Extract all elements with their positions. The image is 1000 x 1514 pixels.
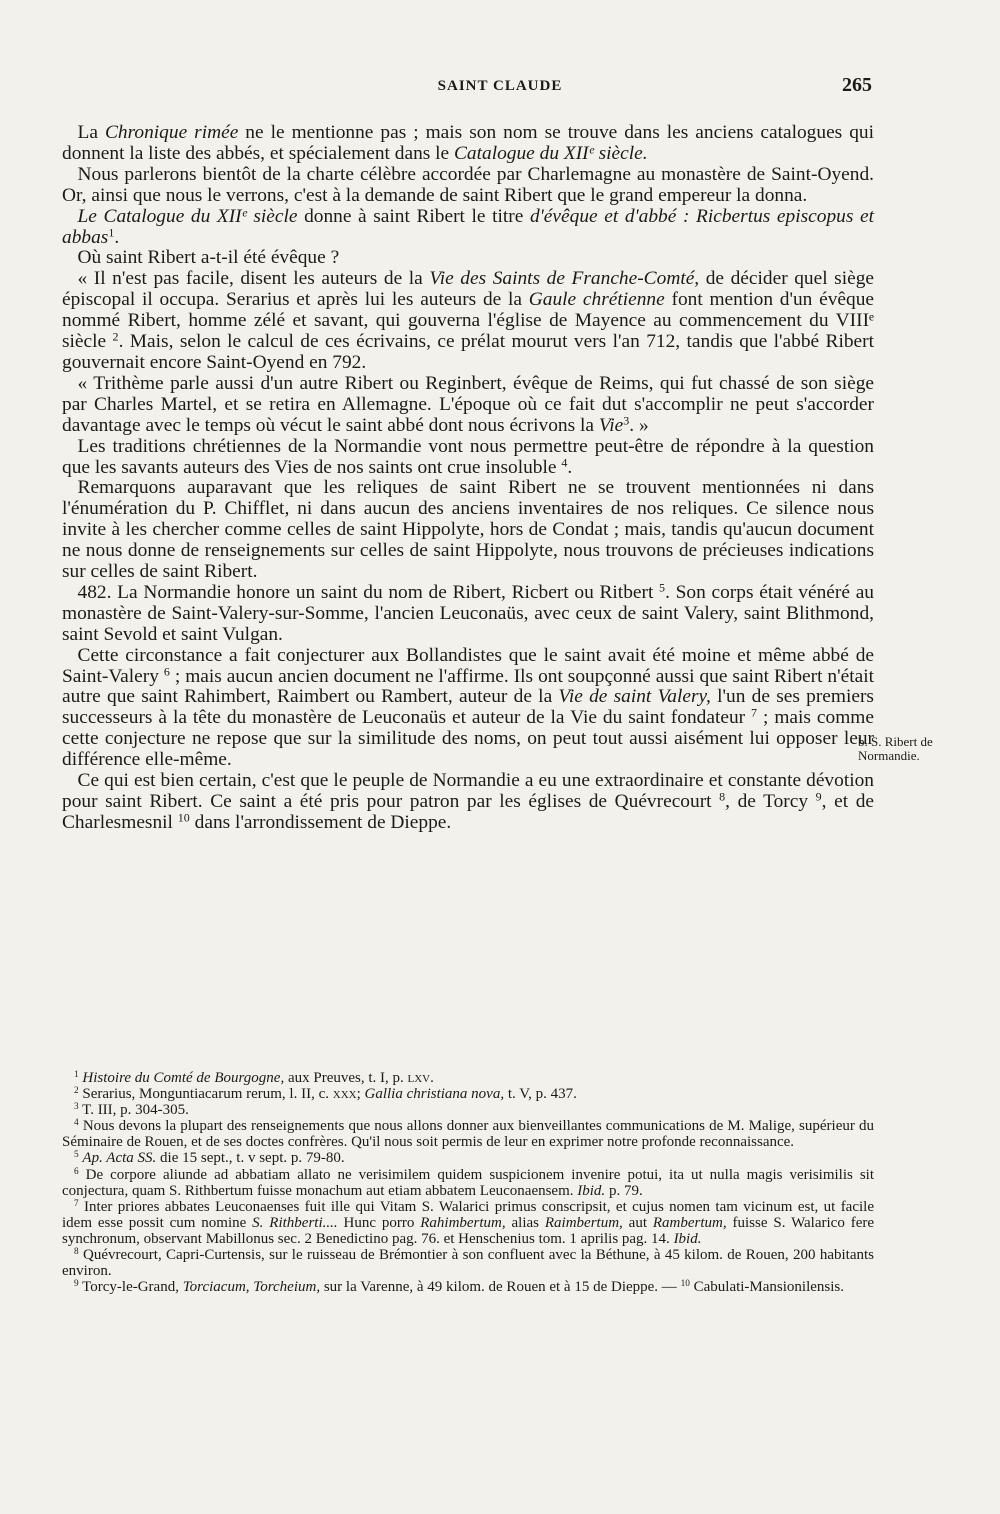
footnote: $^8$ Quévrecourt, Capri-Curtensis, sur le ruisseau de Brémontier à son confluent avec la Béthune, à 45 kilom. de Rouen, 200 habitants environ. (62, 1246, 875, 1280)
footnote-ref: 8 (719, 789, 726, 804)
paragraph: 482. La Normandie honore un saint du nom de Ribert, Ricbert ou Ritbert $^5$. Son corps était vénéré au monastère de Saint-Valery-sur-Somme, l'ancien Leuconaüs, avec ceux de saint Valery, saint Blithmond, saint Sevold et saint Vulgan. (62, 580, 874, 645)
footnote: $^4$ Nous devons la plupart des renseignements que nous allons donner aux bienveillantes communications de M. Malige, supérieur du Séminaire de Rouen, et de ses doctes confrères. Qu'il nous soit permis de leur en exprimer notre profonde reconnaissance. (62, 1118, 874, 1151)
paragraph: Le Catalogue du XIIᵉ siècle donne à saint Ribert le titre d'évêque et d'abbé : Ricbertus episcopus et abbas$^1$. (62, 205, 874, 248)
paragraph: « Il n'est pas facile, disent les auteurs de la Vie des Saints de Franche-Comté, de décider quel siège épiscopal il occupa. Serarius et après lui les auteurs de la Gaule chrétienne font mention d'un évêque nommé Ribert, homme zélé et savant, qui gouverna l'église de Mayence au commencement du VIIIᵉ siècle $^2$. Mais, selon le calcul de ces écrivains, ce prélat mourut vers l'an 712, tandis que l'abbé Ribert gouvernait encore Saint-Oyend en 792. (62, 268, 875, 373)
footnote: $^7$ Inter priores abbates Leuconaenses fuit ille qui Vitam S. Walarici primus conscripsit, et cujus nomen tam vicinum est, ut facile idem esse possit cum nomine S. Rithberti.... Hunc porro Rahimbertum, alias Raimbertum, aut Rambertum, fuisse S. Walarico fere synchronum, observant Mabillonus sec. 2 Benedictino pag. 76. et Henschenius tom. 1 aprilis pag. 14. Ibid. (62, 1198, 875, 1247)
footnote: $^5$ Ap. Acta SS. die 15 sept., t. v sept. p. 79-80. (74, 1150, 345, 1167)
body-text (62, 123, 874, 834)
footnote-ref: 7 (751, 705, 758, 720)
paragraph: Ce qui est bien certain, c'est que le peuple de Normandie a eu une extraordinaire et constante dévotion pour saint Ribert. Ce saint a été pris pour patron par les églises de Quévrecourt $^8$, de Torcy $^9$, et de Charlesmesnil $^{10}$ dans l'arrondissement de Dieppe. (62, 770, 874, 833)
footnote-ref: 9 (815, 789, 822, 804)
footnote-ref: 6 (163, 663, 170, 678)
paragraph: Où saint Ribert a-t-il été évêque ? (77, 247, 340, 269)
footnote: $^3$ T. III, p. 304-305. (74, 1102, 189, 1119)
footnote-ref: 2 (112, 329, 119, 344)
page-number: 265 (842, 74, 872, 96)
footnote: $^1$ Histoire du Comté de Bourgogne, aux Preuves, t. I, p. lxv. (74, 1069, 434, 1086)
paragraph: Cette circonstance a fait conjecturer aux Bollandistes que le saint avait été moine et même abbé de Saint-Valery $^6$ ; mais aucun ancien document ne l'affirme. Ils ont soupçonné aussi que saint Ribert n'était autre que saint Rahimbert, Raimbert ou Rambert, auteur de la Vie de saint Valery, l'un de ses premiers successeurs à la tête du monastère de Leuconaüs et auteur de la Vie du saint fondateur $^7$ ; mais comme cette conjecture ne repose que sur la similitude des noms, on peut tout aussi aisément lui opposer leur différence elle-même. (62, 644, 874, 771)
footnote-ref: 10 (177, 810, 190, 825)
footnote-ref: 1 (108, 224, 115, 239)
footnote-ref: 3 (623, 413, 630, 428)
footnote: $^2$ Serarius, Monguntiacarum rerum, l. II, c. xxx; Gallia christiana nova, t. V, p. 437. (74, 1085, 577, 1103)
footnote-ref: 5 (659, 580, 666, 595)
paragraph: Les traditions chrétiennes de la Normandie vont nous permettre peut-être de répondre à la question que les savants auteurs des Vies de nos saints ont crue insoluble $^4$. (62, 435, 874, 478)
margin-note: b. S. Ribert de Normandie. (858, 734, 933, 763)
footnote: $^9$ Torcy-le-Grand, Torciacum, Torcheium, sur la Varenne, à 49 kilom. de Rouen et à 15 de Dieppe. — $^{10}$ Cabulati-Mansionilensis. (74, 1279, 845, 1296)
paragraph: Remarquons auparavant que les reliques de saint Ribert ne se trouvent mentionnées ni dans l'énumération du P. Chifflet, ni dans aucun des anciens inventaires de nos reliques. Ce silence nous invite à les chercher comme celles de saint Hippolyte, hors de Condat ; mais, tandis qu'aucun document ne nous donne de renseignements sur celles de saint Hippolyte, nous trouvons de précieuses indications sur celles de saint Ribert. (62, 477, 874, 583)
paragraph: « Trithème parle aussi d'un autre Ribert ou Reginbert, évêque de Reims, qui fut chassé de son siège par Charles Martel, et se retira en Allemagne. L'époque où ce fait dut s'accomplir ne peut s'accorder davantage avec le temps où vécut le saint abbé dont nous écrivons la Vie$^3$. » (62, 372, 874, 436)
footnote: $^6$ De corpore aliunde ad abbatiam allato ne verisimilem quidem suspicionem invenire potui, ita ut nulla magis verisimilis sit conjectura, quam S. Rithbertum fuisse monachum aut etiam abbatem Leuconaensem. Ibid. p. 79. (62, 1166, 874, 1199)
footnotes (62, 1070, 874, 1295)
footnote-ref: 4 (561, 454, 568, 469)
paragraph: La Chronique rimée ne le mentionne pas ; mais son nom se trouve dans les anciens catalogues qui donnent la liste des abbés, et spécialement dans le Catalogue du XIIᵉ siècle. (62, 122, 874, 164)
header-title: SAINT CLAUDE (437, 78, 563, 94)
paragraph: Nous parlerons bientôt de la charte célèbre accordée par Charlemagne au monastère de Saint-Oyend. Or, ainsi que nous le verrons, c'est à la demande de saint Ribert que le grand empereur la donna. (62, 163, 874, 206)
